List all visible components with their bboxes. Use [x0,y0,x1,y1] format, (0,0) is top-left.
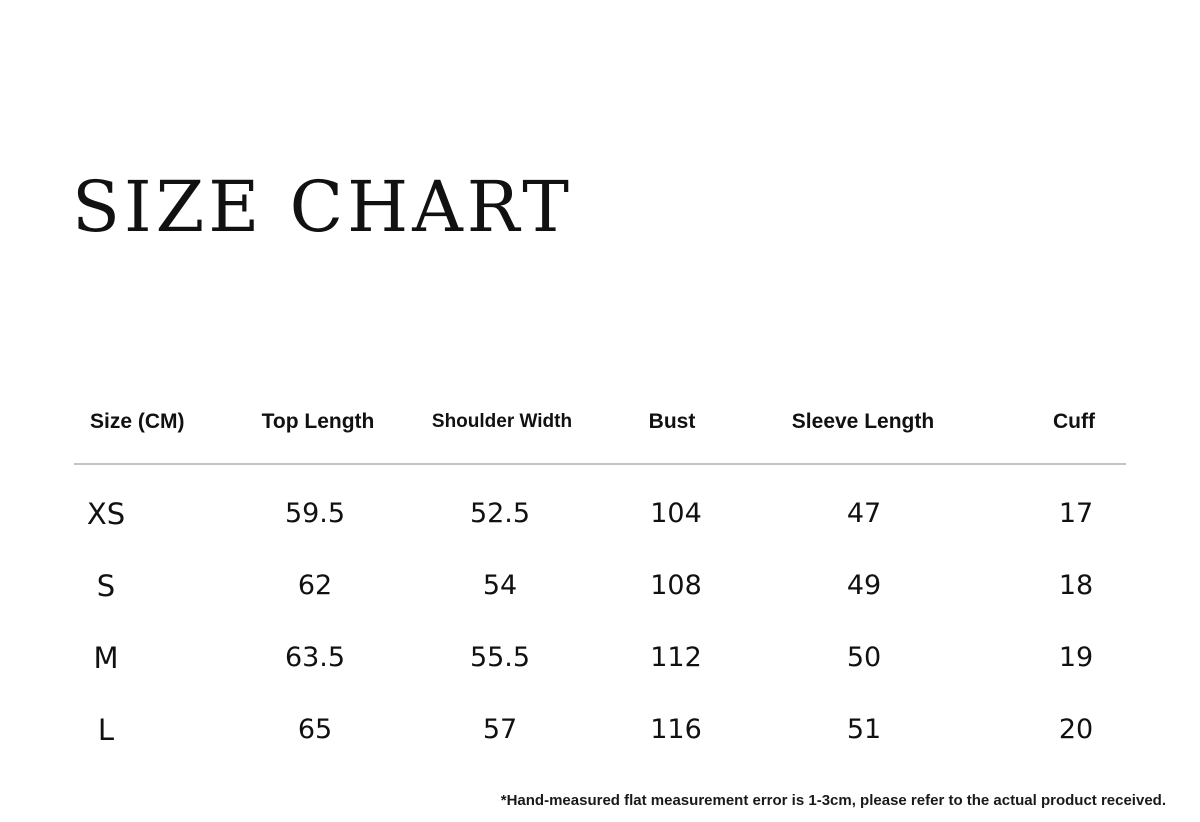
cell-shoulder-width: 52.5 [469,498,531,529]
cell-cuff: 20 [1058,714,1094,745]
header-shoulder-width: Shoulder Width [431,411,573,432]
measurement-footnote: *Hand-measured flat measurement error is 1-3cm, please refer to the actual product received. [500,792,1166,809]
cell-cuff: 18 [1058,570,1094,601]
cell-size: L [97,713,115,747]
cell-bust: 104 [650,498,702,529]
header-sleeve-length: Sleeve Length [791,410,935,433]
cell-size: S [96,569,116,603]
cell-shoulder-width: 54 [482,570,518,601]
header-cuff: Cuff [1053,410,1095,433]
cell-size: M [93,641,119,675]
cell-sleeve-length: 50 [846,642,882,673]
table-row [0,710,1200,750]
cell-top-length: 62 [297,570,333,601]
cell-shoulder-width: 57 [482,714,518,745]
cell-shoulder-width: 55.5 [469,642,531,673]
cell-top-length: 63.5 [284,642,346,673]
table-header [74,398,1126,446]
cell-top-length: 59.5 [284,498,346,529]
header-size: Size (CM) [90,410,185,433]
cell-bust: 116 [650,714,702,745]
cell-cuff: 17 [1058,498,1094,529]
cell-cuff: 19 [1058,642,1094,673]
cell-bust: 108 [650,570,702,601]
header-top-length: Top Length [261,410,375,433]
cell-size: XS [86,497,126,531]
page-title: SIZE CHART [72,166,573,248]
cell-top-length: 65 [297,714,333,745]
cell-sleeve-length: 51 [846,714,882,745]
cell-bust: 112 [650,642,702,673]
cell-sleeve-length: 49 [846,570,882,601]
cell-sleeve-length: 47 [846,498,882,529]
table-row [0,566,1200,606]
header-divider [74,463,1126,465]
table-row [0,638,1200,678]
header-bust: Bust [648,410,696,433]
table-row [0,494,1200,534]
